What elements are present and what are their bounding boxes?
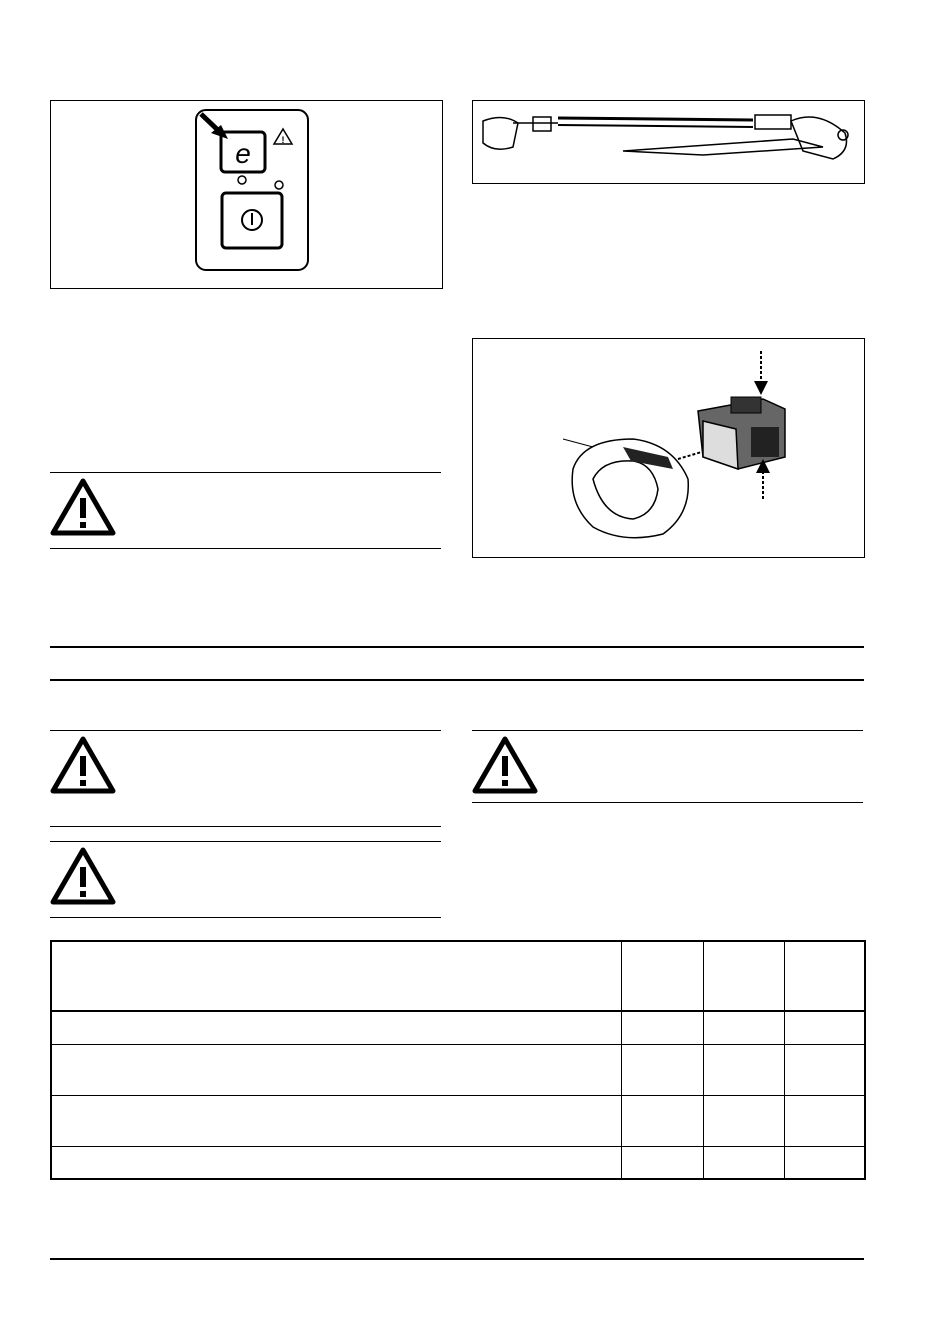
table-cell: [621, 1044, 703, 1095]
figure-pole-hedge-trimmer: [472, 100, 865, 184]
arrow-icon: [756, 459, 770, 499]
table-row: [51, 1095, 865, 1146]
warning-icon: [274, 129, 292, 145]
warning-rule-top: [50, 472, 441, 473]
eco-mode-icon: [221, 132, 265, 172]
section-rule-bottom: [50, 679, 864, 681]
table-cell: [621, 1011, 703, 1044]
table-cell: [51, 1044, 621, 1095]
table-cell: [621, 941, 703, 1011]
section-rule-top: [50, 646, 864, 648]
arrow-icon: [754, 351, 768, 395]
table-cell: [51, 1146, 621, 1179]
table-cell: [51, 1011, 621, 1044]
warning-rule-bottom: [472, 802, 863, 803]
svg-text:e: e: [235, 138, 251, 169]
table-row: [51, 941, 865, 1011]
table-cell: [703, 1146, 784, 1179]
table-cell: [784, 1044, 865, 1095]
table-row: [51, 1146, 865, 1179]
table-row: [51, 1044, 865, 1095]
warning-rule-bottom: [50, 826, 441, 827]
table-cell: [784, 941, 865, 1011]
table-cell: [621, 1095, 703, 1146]
warning-icon: [50, 847, 116, 905]
table-cell: [51, 1095, 621, 1146]
warning-icon: [50, 478, 116, 536]
table-row: [51, 1011, 865, 1044]
warning-rule-top: [50, 841, 441, 842]
warning-icon: [50, 736, 116, 794]
warning-rule-bottom: [50, 917, 441, 918]
svg-text:!: !: [281, 135, 285, 145]
battery-insertion-illustration: [473, 339, 864, 557]
arrow-icon: [201, 114, 228, 139]
table-cell: [784, 1146, 865, 1179]
table-cell: [784, 1095, 865, 1146]
table-cell: [51, 941, 621, 1011]
power-icon: [222, 193, 282, 248]
figure-battery-insertion: [472, 338, 865, 558]
figure-control-panel: [50, 100, 443, 289]
table-cell: [703, 1044, 784, 1095]
footer-rule: [50, 1258, 864, 1260]
warning-rule-top: [472, 730, 863, 731]
data-table: [50, 940, 866, 1180]
warning-icon: [472, 736, 538, 794]
table-cell: [621, 1146, 703, 1179]
table-cell: [703, 941, 784, 1011]
warning-rule-top: [50, 730, 441, 731]
control-panel-illustration: [51, 101, 442, 288]
table-cell: [784, 1011, 865, 1044]
pole-hedge-trimmer-illustration: [473, 101, 864, 183]
table-cell: [703, 1011, 784, 1044]
warning-rule-bottom: [50, 548, 441, 549]
table-cell: [703, 1095, 784, 1146]
